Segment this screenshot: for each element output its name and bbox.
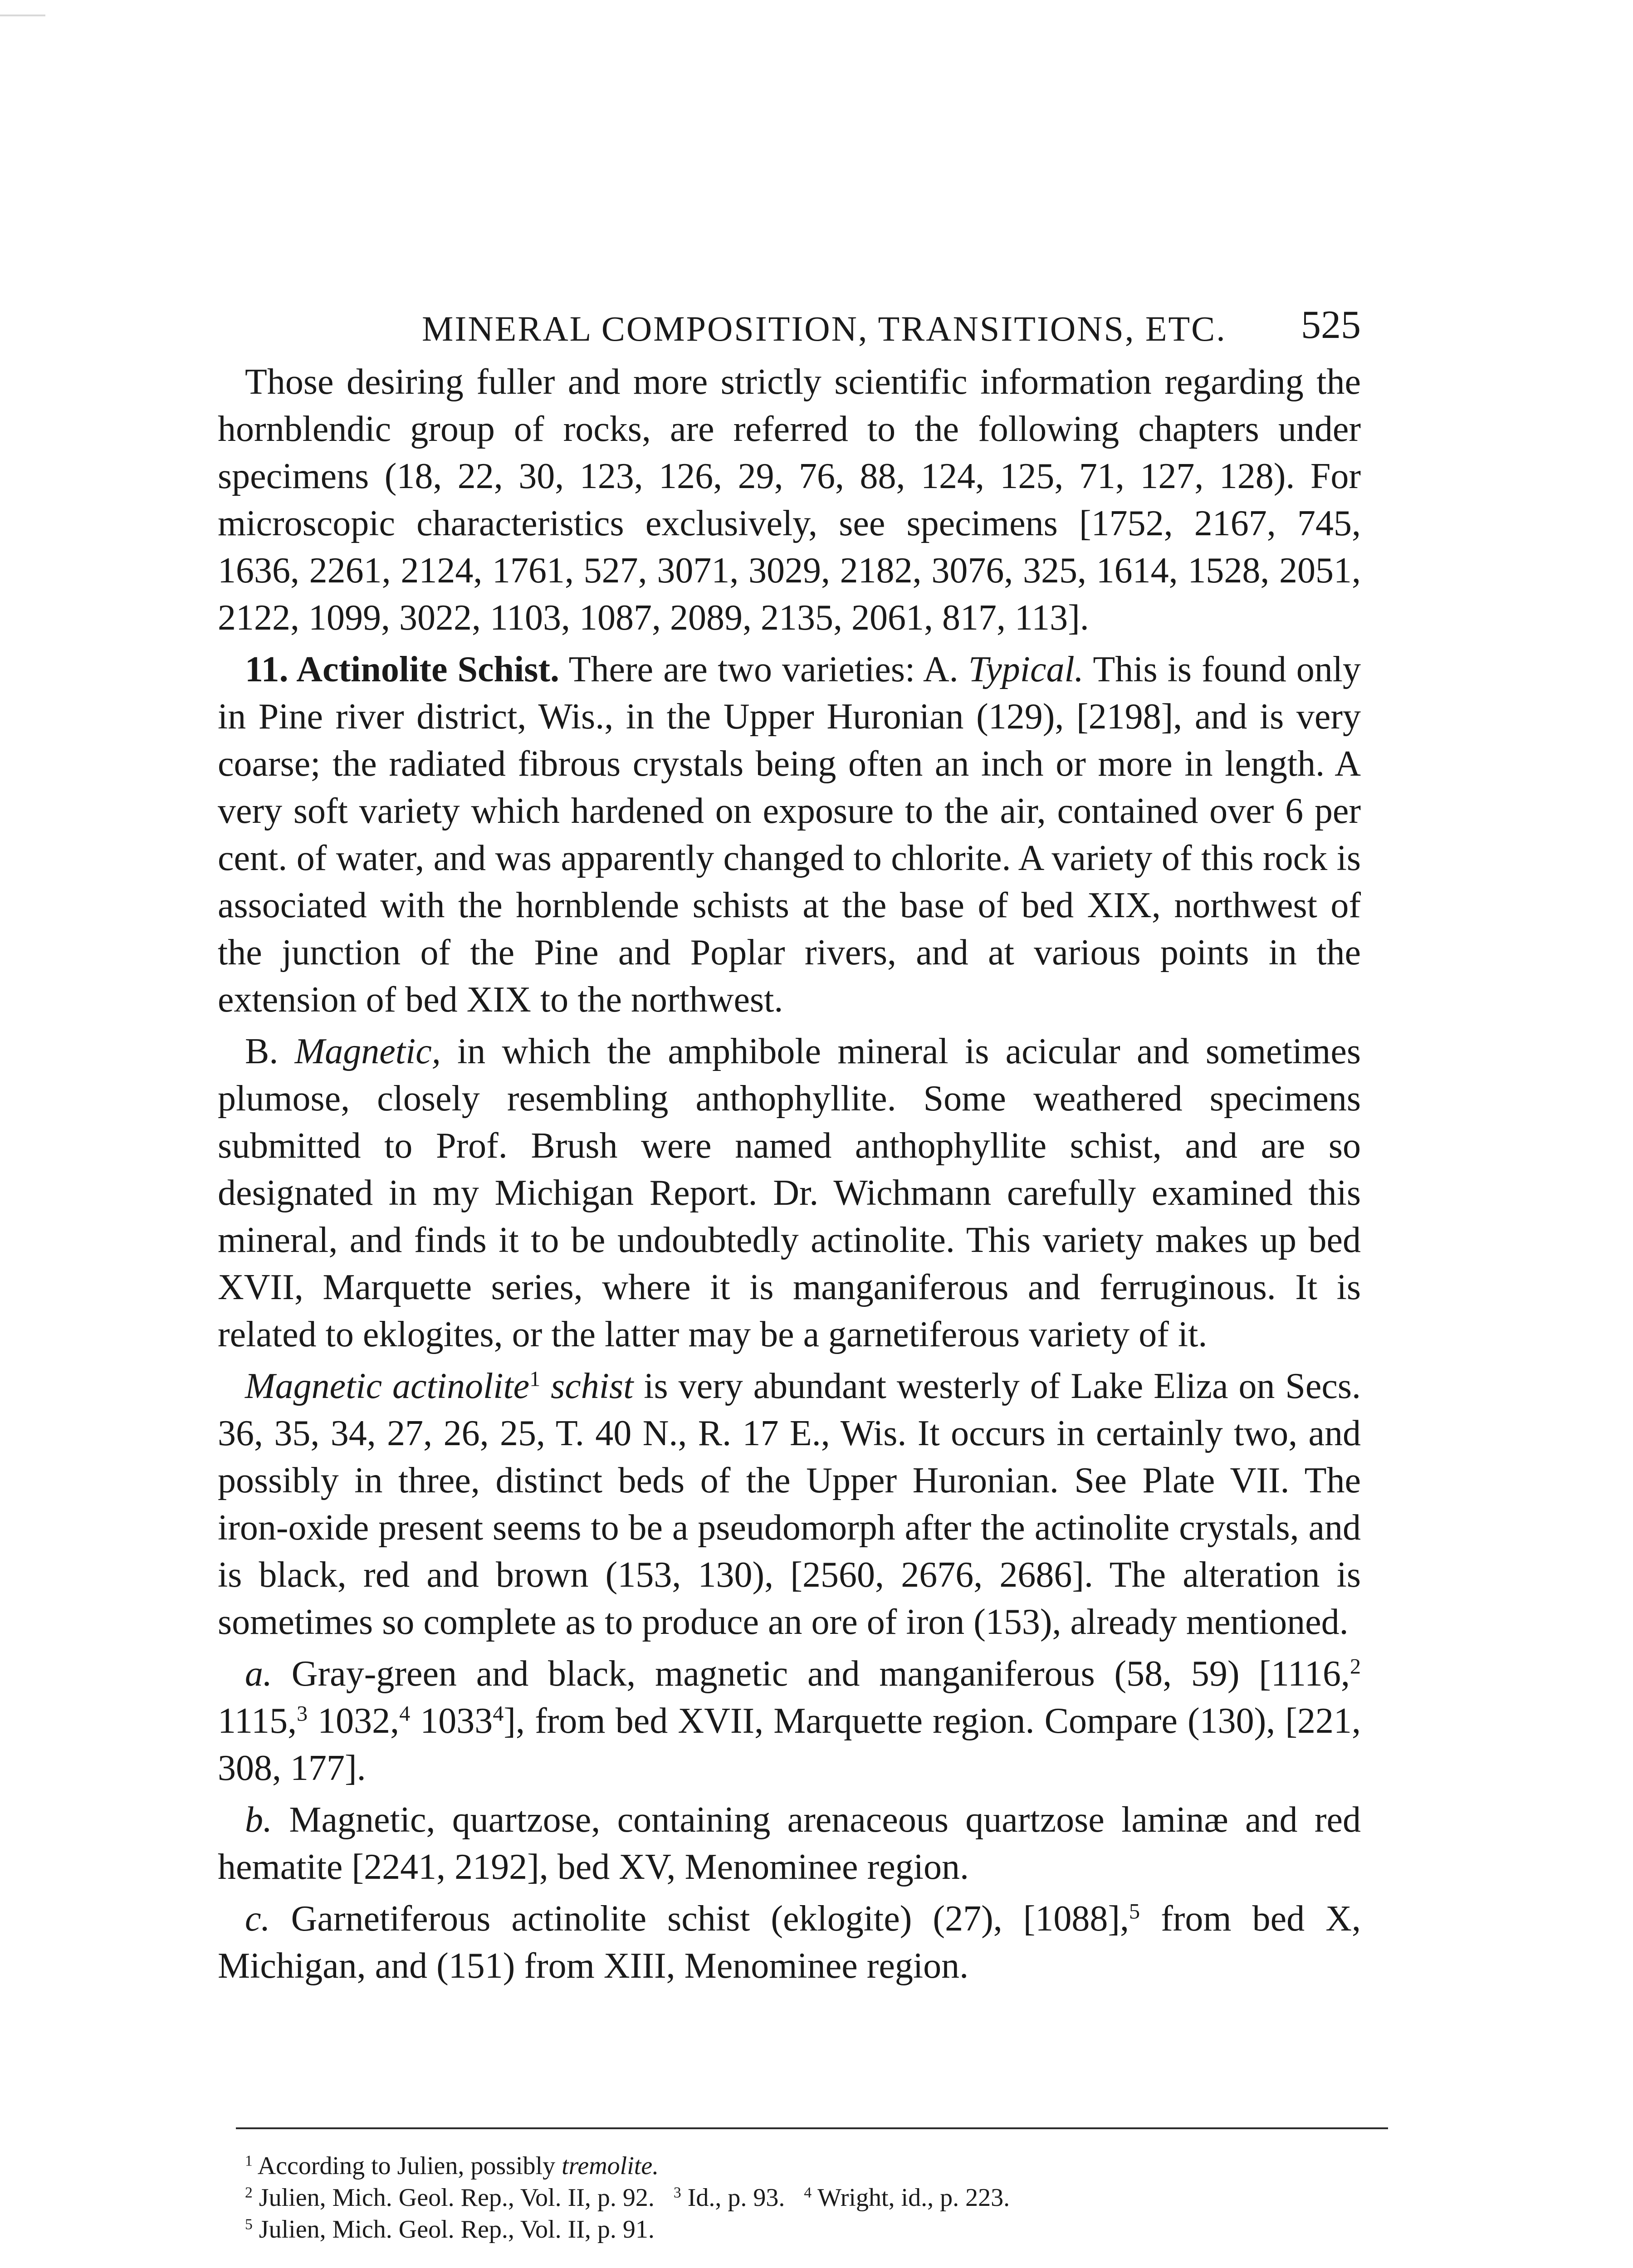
footnotes xyxy=(245,2150,1361,2245)
footnote-5 xyxy=(245,2214,1361,2245)
paragraph-text: is very abundant westerly of Lake Eliza on Secs. 36, 35, 34, 27, 26, 25, T. 40 N., R. 17 E., Wis. It occurs in certainly two, and possibly in three, distinct beds of the Upper Huronian. See Plate VII. The iron-oxide present seems to be a pseudomorph after the actinolite crystals, and is black, red and brown (153, 130), [2560, 2676, 2686]. The alteration is sometimes so complete as to produce an ore of iron (153), already mentioned. xyxy=(218,1366,1361,1642)
paragraph-text: in which the amphibole mineral is acicular and sometimes plumose, closely resembling anthophyllite. Some weathered specimens submitted to Prof. Brush were named anthophyllite schist, and are so designated in my Michigan Report. Dr. Wichmann carefully examined this mineral, and finds it to be undoubtedly actinolite. This variety makes up bed XVII, Marquette series, where it is manganiferous and ferruginous. It is related to eklogites, or the latter may be a garnetiferous variety of it. xyxy=(218,1031,1361,1354)
footnote-1 xyxy=(245,2150,1361,2182)
variety-typical-label: Typical. xyxy=(968,650,1084,689)
paragraph-intro xyxy=(218,358,1361,641)
item-letter-c: c. xyxy=(245,1899,270,1939)
footnote-text: Wright, id., p. 223. xyxy=(812,2184,1010,2212)
paragraph-text: There are two varieties: A. xyxy=(559,650,968,689)
term-magnetic-actinolite: Magnetic actinolite xyxy=(245,1366,530,1406)
paragraph-magnetic-variety xyxy=(218,1028,1361,1358)
footnote-mark-5: 5 xyxy=(245,2216,253,2233)
paragraph-text: B. xyxy=(245,1031,295,1071)
footnote-ref-3[interactable]: 3 xyxy=(297,1701,308,1726)
footnote-text: Julien, Mich. Geol. Rep., Vol. II, p. 91. xyxy=(252,2215,655,2244)
page-header xyxy=(218,286,1361,349)
footnote-ref-1[interactable]: 1 xyxy=(529,1367,541,1391)
scan-edge-mark xyxy=(0,15,45,16)
paragraph-text: Magnetic, quartzose, containing arenaceous quartzose laminæ and red hematite [2241, 2192], bed XV, Menominee region. xyxy=(218,1800,1361,1887)
footnote-ref-4b[interactable]: 4 xyxy=(493,1701,504,1726)
footnote-ref-5[interactable]: 5 xyxy=(1129,1899,1140,1924)
footnote-mark-3: 3 xyxy=(673,2184,681,2201)
page-number: 525 xyxy=(1301,303,1361,347)
paragraph-item-c xyxy=(218,1895,1361,1989)
footnote-divider xyxy=(236,2127,1388,2129)
term-schist: schist xyxy=(540,1366,634,1406)
paragraph-item-b xyxy=(218,1796,1361,1891)
paragraph-actinolite-schist xyxy=(218,646,1361,1023)
footnote-mark-4: 4 xyxy=(804,2184,812,2201)
running-head: MINERAL COMPOSITION, TRANSITIONS, ETC. xyxy=(422,309,1227,348)
paragraph-text: 1033 xyxy=(410,1701,493,1741)
footnote-term: tremolite. xyxy=(562,2152,659,2180)
paragraph-text: Garnetiferous actinolite schist (eklogite) (27), [1088], xyxy=(270,1899,1129,1939)
item-letter-a: a. xyxy=(245,1654,272,1694)
footnote-2-3-4 xyxy=(245,2182,1361,2214)
paragraph-text: 1032, xyxy=(308,1701,400,1741)
paragraph-intro-text: Those desiring fuller and more strictly scientific information regarding the hornblendic group of rocks, are referred to the following chapters under specimens (18, 22, 30, 123, 126, 29, 76, 88, 124, 125, 71, 127, 128). For microscopic characteristics exclusively, see specimens [1752, 2167, 745, 1636, 2261, 2124, 1761, 527, 3071, 3029, 2182, 3076, 325, 1614, 1528, 2051, 2122, 1099, 3022, 1103, 1087, 2089, 2135, 2061, 817, 113]. xyxy=(218,362,1361,638)
footnote-mark-1: 1 xyxy=(245,2152,253,2170)
footnote-ref-2[interactable]: 2 xyxy=(1350,1654,1361,1679)
footnote-text: Julien, Mich. Geol. Rep., Vol. II, p. 92. xyxy=(252,2184,655,2212)
paragraph-item-a xyxy=(218,1650,1361,1792)
paragraph-magnetic-actinolite xyxy=(218,1363,1361,1646)
section-heading-actinolite-schist: 11. Actinolite Schist. xyxy=(245,650,560,689)
item-letter-b: b. xyxy=(245,1800,272,1840)
paragraph-text: from bed X, Michigan, and (151) from XIII, Menominee region. xyxy=(218,1899,1361,1986)
footnote-text: Id., p. 93. xyxy=(681,2184,785,2212)
footnote-mark-2: 2 xyxy=(245,2184,253,2201)
paragraph-text: Gray-green and black, magnetic and manganiferous (58, 59) [1116, xyxy=(272,1654,1350,1694)
paragraph-text: ], from bed XVII, Marquette region. Compare (130), [221, 308, 177]. xyxy=(218,1701,1361,1788)
body-text xyxy=(218,358,1361,1994)
paragraph-text: 1115, xyxy=(218,1701,297,1741)
paragraph-text: This is found only in Pine river district, Wis., in the Upper Huronian (129), [2198], and is very coarse; the radiated fibrous crystals being often an inch or more in length. A very soft variety which hardened on exposure to the air, contained over 6 per cent. of water, and was apparently changed to chlorite. A variety of this rock is associated with the hornblende schists at the base of bed XIX, northwest of the junction of the Pine and Poplar rivers, and at various points in the extension of bed XIX to the northwest. xyxy=(218,650,1361,1020)
footnote-text: According to Julien, possibly xyxy=(252,2152,562,2180)
variety-magnetic-label: Magnetic, xyxy=(294,1031,441,1071)
footnote-ref-4[interactable]: 4 xyxy=(399,1701,411,1726)
